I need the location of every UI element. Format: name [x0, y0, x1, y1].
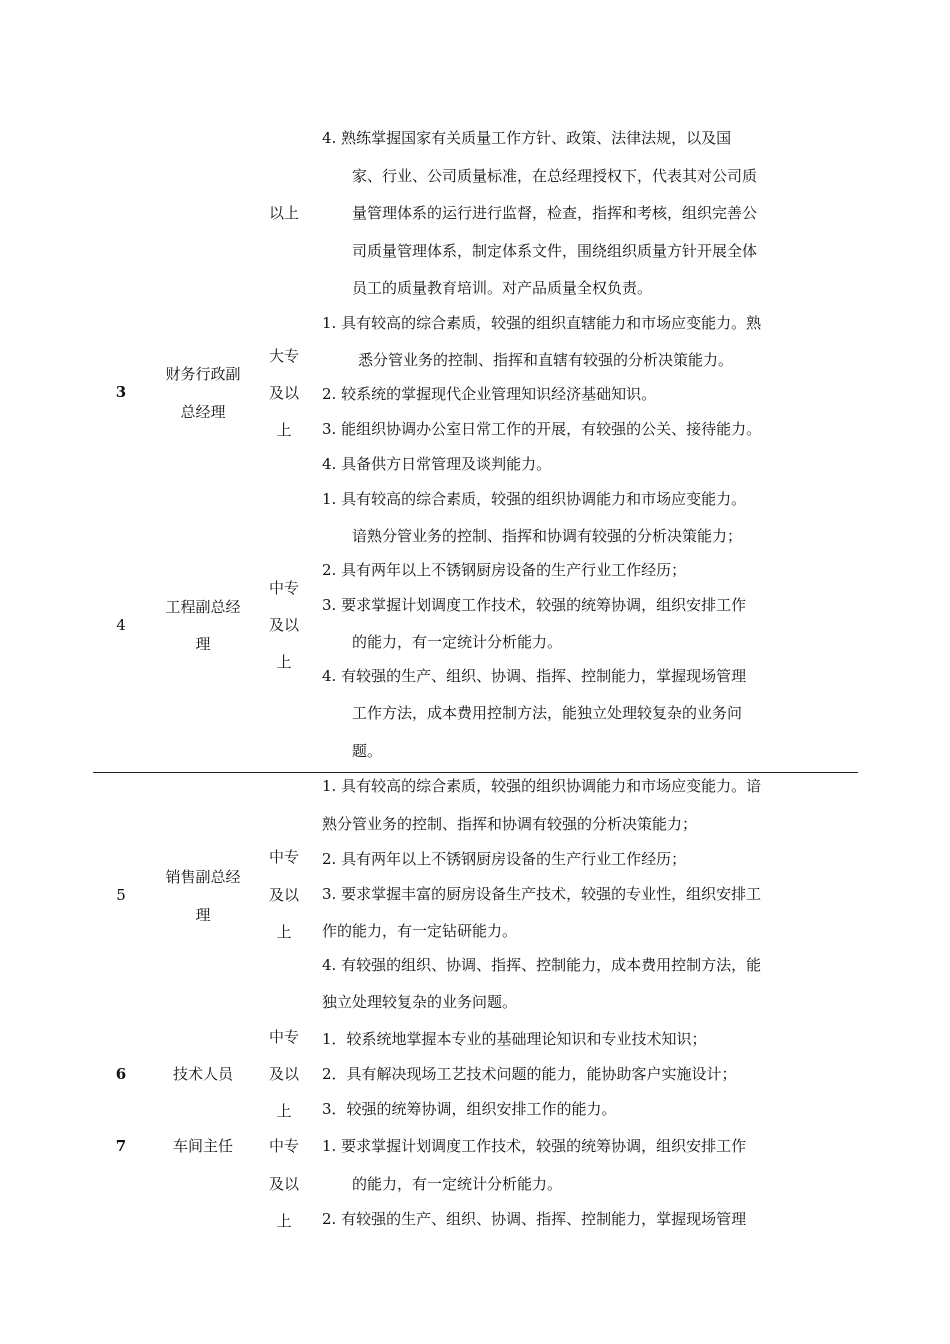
- position-title: 车间主任: [172, 1137, 233, 1155]
- education-cell: 及以: [268, 616, 299, 634]
- requirement-line: 1. 具有较高的综合素质，较强的组织协调能力和市场应变能力。: [322, 490, 747, 508]
- education-cell: 及以: [268, 886, 299, 904]
- requirement-line: 4. 有较强的生产、组织、协调、指挥、控制能力，掌握现场管理: [322, 667, 747, 685]
- position-title: 销售副总经: [165, 868, 241, 886]
- requirement-line: 的能力，有一定统计分析能力。: [352, 1175, 563, 1193]
- education-cell: 大专: [268, 347, 299, 365]
- row-number: 7: [115, 1137, 127, 1155]
- requirement-line: 2. 较系统的掌握现代企业管理知识经济基础知识。: [322, 385, 657, 403]
- requirement-line: 作的能力，有一定钻研能力。: [322, 922, 518, 940]
- position-title: 总经理: [180, 403, 226, 421]
- requirement-line: 2．具有解决现场工艺技术问题的能力，能协助客户实施设计；: [322, 1065, 737, 1083]
- row-number: 4: [116, 616, 126, 634]
- requirement-line: 谙熟分管业务的控制、指挥和协调有较强的分析决策能力；: [352, 527, 743, 545]
- education-cell: 以上: [268, 204, 299, 222]
- requirement-line: 2. 有较强的生产、组织、协调、指挥、控制能力，掌握现场管理: [322, 1210, 747, 1228]
- position-title: 理: [195, 635, 211, 653]
- education-cell: 及以: [268, 384, 299, 402]
- requirement-line: 2. 具有两年以上不锈钢厨房设备的生产行业工作经历；: [322, 561, 687, 579]
- education-cell: 上: [276, 653, 292, 671]
- requirement-line: 4. 熟练掌握国家有关质量工作方针、政策、法律法规，以及国: [322, 129, 732, 147]
- requirement-line: 4. 有较强的组织、协调、指挥、控制能力，成本费用控制方法，能: [322, 956, 762, 974]
- requirement-line: 3．较强的统筹协调，组织安排工作的能力。: [322, 1100, 617, 1118]
- requirement-line: 2. 具有两年以上不锈钢厨房设备的生产行业工作经历；: [322, 850, 687, 868]
- requirement-line: 员工的质量教育培训。对产品质量全权负责。: [352, 279, 653, 297]
- position-title: 技术人员: [172, 1065, 233, 1083]
- education-cell: 上: [276, 1102, 292, 1120]
- requirement-line: 熟分管业务的控制、指挥和协调有较强的分析决策能力；: [322, 815, 698, 833]
- requirement-line: 1. 具有较高的综合素质，较强的组织协调能力和市场应变能力。谙: [322, 777, 762, 795]
- education-cell: 上: [276, 923, 292, 941]
- requirement-line: 家、行业、公司质量标准，在总经理授权下，代表其对公司质: [352, 167, 758, 185]
- requirement-line: 司质量管理体系，制定体系文件，围绕组织质量方针开展全体: [352, 242, 758, 260]
- position-title: 理: [195, 906, 211, 924]
- requirement-line: 的能力，有一定统计分析能力。: [352, 633, 563, 651]
- requirement-line: 工作方法，成本费用控制方法，能独立处理较复杂的业务问: [352, 704, 743, 722]
- row-number: 3: [115, 383, 127, 401]
- row-number: 6: [115, 1065, 127, 1083]
- requirement-line: 1. 要求掌握计划调度工作技术，较强的统筹协调，组织安排工作: [322, 1137, 747, 1155]
- education-cell: 中专: [268, 579, 299, 597]
- requirement-line: 题。: [352, 742, 383, 760]
- requirement-line: 悉分管业务的控制、指挥和直辖有较强的分析决策能力。: [358, 351, 734, 369]
- requirement-line: 3. 能组织协调办公室日常工作的开展，有较强的公关、接待能力。: [322, 420, 762, 438]
- education-cell: 上: [276, 421, 292, 439]
- table-divider: [93, 772, 858, 773]
- education-cell: 上: [276, 1212, 292, 1230]
- requirement-line: 1. 具有较高的综合素质，较强的组织直辖能力和市场应变能力。熟: [322, 314, 762, 332]
- position-title: 财务行政副: [165, 365, 241, 383]
- education-cell: 及以: [268, 1065, 299, 1083]
- education-cell: 及以: [268, 1175, 299, 1193]
- requirement-line: 4. 具备供方日常管理及谈判能力。: [322, 455, 552, 473]
- requirement-line: 1．较系统地掌握本专业的基础理论知识和专业技术知识；: [322, 1030, 707, 1048]
- requirement-line: 独立处理较复杂的业务问题。: [322, 993, 518, 1011]
- education-cell: 中专: [268, 848, 299, 866]
- education-cell: 中专: [268, 1137, 299, 1155]
- requirement-line: 3. 要求掌握丰富的厨房设备生产技术，较强的专业性，组织安排工: [322, 885, 762, 903]
- row-number: 5: [116, 886, 126, 904]
- education-cell: 中专: [268, 1028, 299, 1046]
- position-title: 工程副总经: [165, 598, 241, 616]
- requirement-line: 量管理体系的运行进行监督，检查，指挥和考核，组织完善公: [352, 204, 758, 222]
- requirement-line: 3. 要求掌握计划调度工作技术，较强的统筹协调，组织安排工作: [322, 596, 747, 614]
